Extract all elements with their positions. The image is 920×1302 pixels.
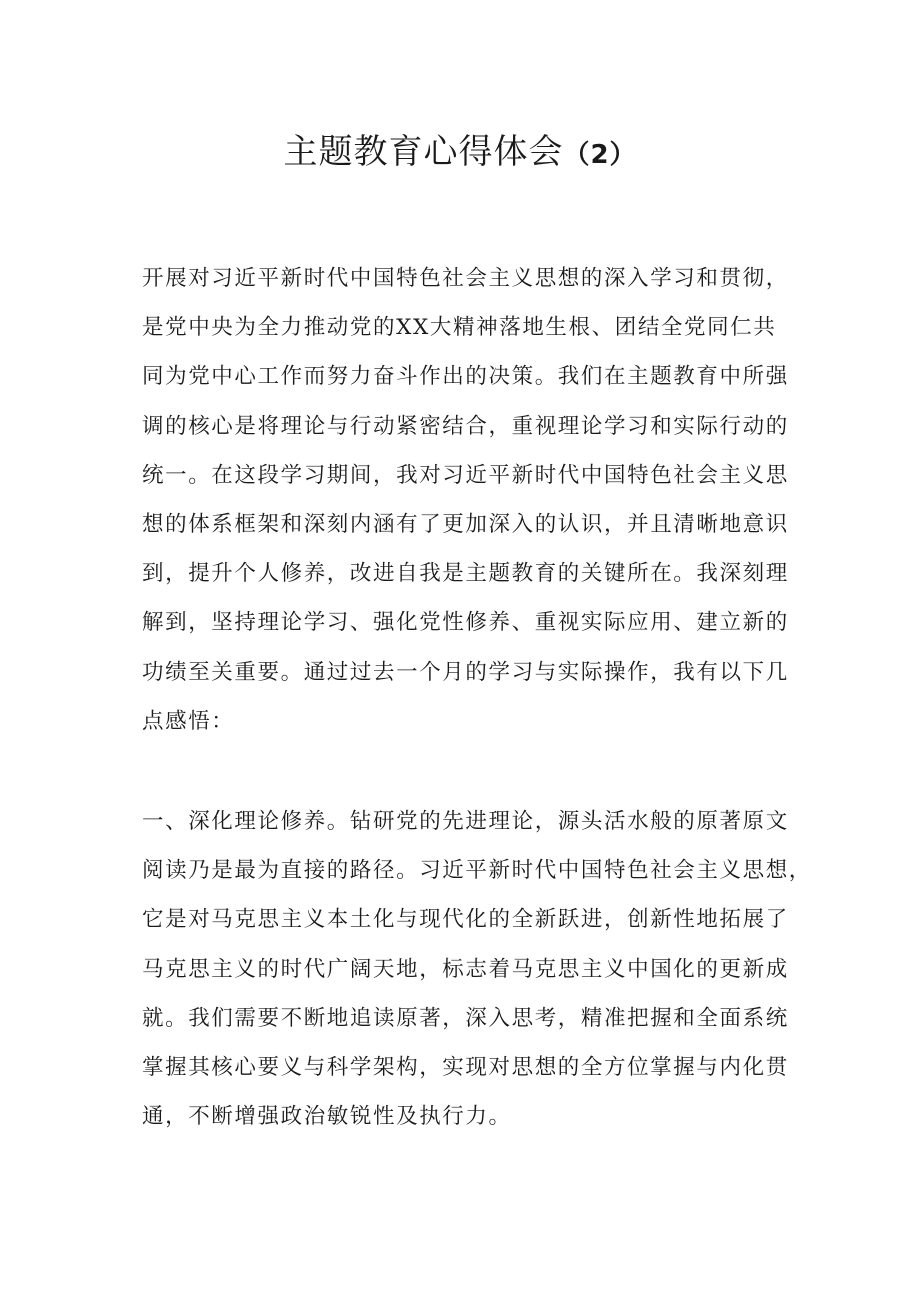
paragraph-line: 马克思主义的时代广阔天地，标志着马克思主义中国化的更新成 <box>142 956 789 982</box>
paragraph-line: 同为党中心工作而努力奋斗作出的决策。我们在主题教育中所强 <box>142 364 789 390</box>
paragraph-line: 调的核心是将理论与行动紧密结合，重视理论学习和实际行动的 <box>142 413 789 439</box>
paragraph-line: 想的体系框架和深刻内涵有了更加深入的认识，并且清晰地意识 <box>142 511 789 537</box>
paragraph-line: 点感悟： <box>142 708 235 734</box>
paragraph-line: 它是对马克思主义本土化与现代化的全新跃进，创新性地拓展了 <box>142 907 789 933</box>
paragraph-line: 掌握其核心要义与科学架构，实现对思想的全方位掌握与内化贯 <box>142 1054 789 1080</box>
paragraph-line: 解到，坚持理论学习、强化党性修养、重视实际应用、建立新的 <box>142 610 789 636</box>
paragraph-line: 通，不断增强政治敏锐性及执行力。 <box>142 1104 512 1130</box>
title-text: 主题教育心得体会 <box>283 132 564 172</box>
paragraph-intro <box>142 254 789 746</box>
paragraph-line: 开展对习近平新时代中国特色社会主义思想的深入学习和贯彻， <box>142 266 789 291</box>
document-title <box>0 128 920 179</box>
paragraph-line: 阅读乃是最为直接的路径。习近平新时代中国特色社会主义思想， <box>142 858 812 884</box>
paragraph-line: 功绩至关重要。通过过去一个月的学习与实际操作，我有以下几 <box>142 659 789 685</box>
paragraph-section-one <box>142 797 812 1141</box>
paragraph-line: 一、深化理论修养。钻研党的先进理论，源头活水般的原著原文 <box>142 809 789 834</box>
title-number: （2） <box>563 140 637 170</box>
paragraph-line: 统一。在这段学习期间，我对习近平新时代中国特色社会主义思 <box>142 462 789 488</box>
paragraph-line: 到，提升个人修养，改进自我是主题教育的关键所在。我深刻理 <box>142 561 789 587</box>
paragraph-line: 是党中央为全力推动党的XX大精神落地生根、团结全党同仁共 <box>142 315 777 341</box>
paragraph-line: 就。我们需要不断地追读原著，深入思考，精准把握和全面系统 <box>142 1005 789 1031</box>
